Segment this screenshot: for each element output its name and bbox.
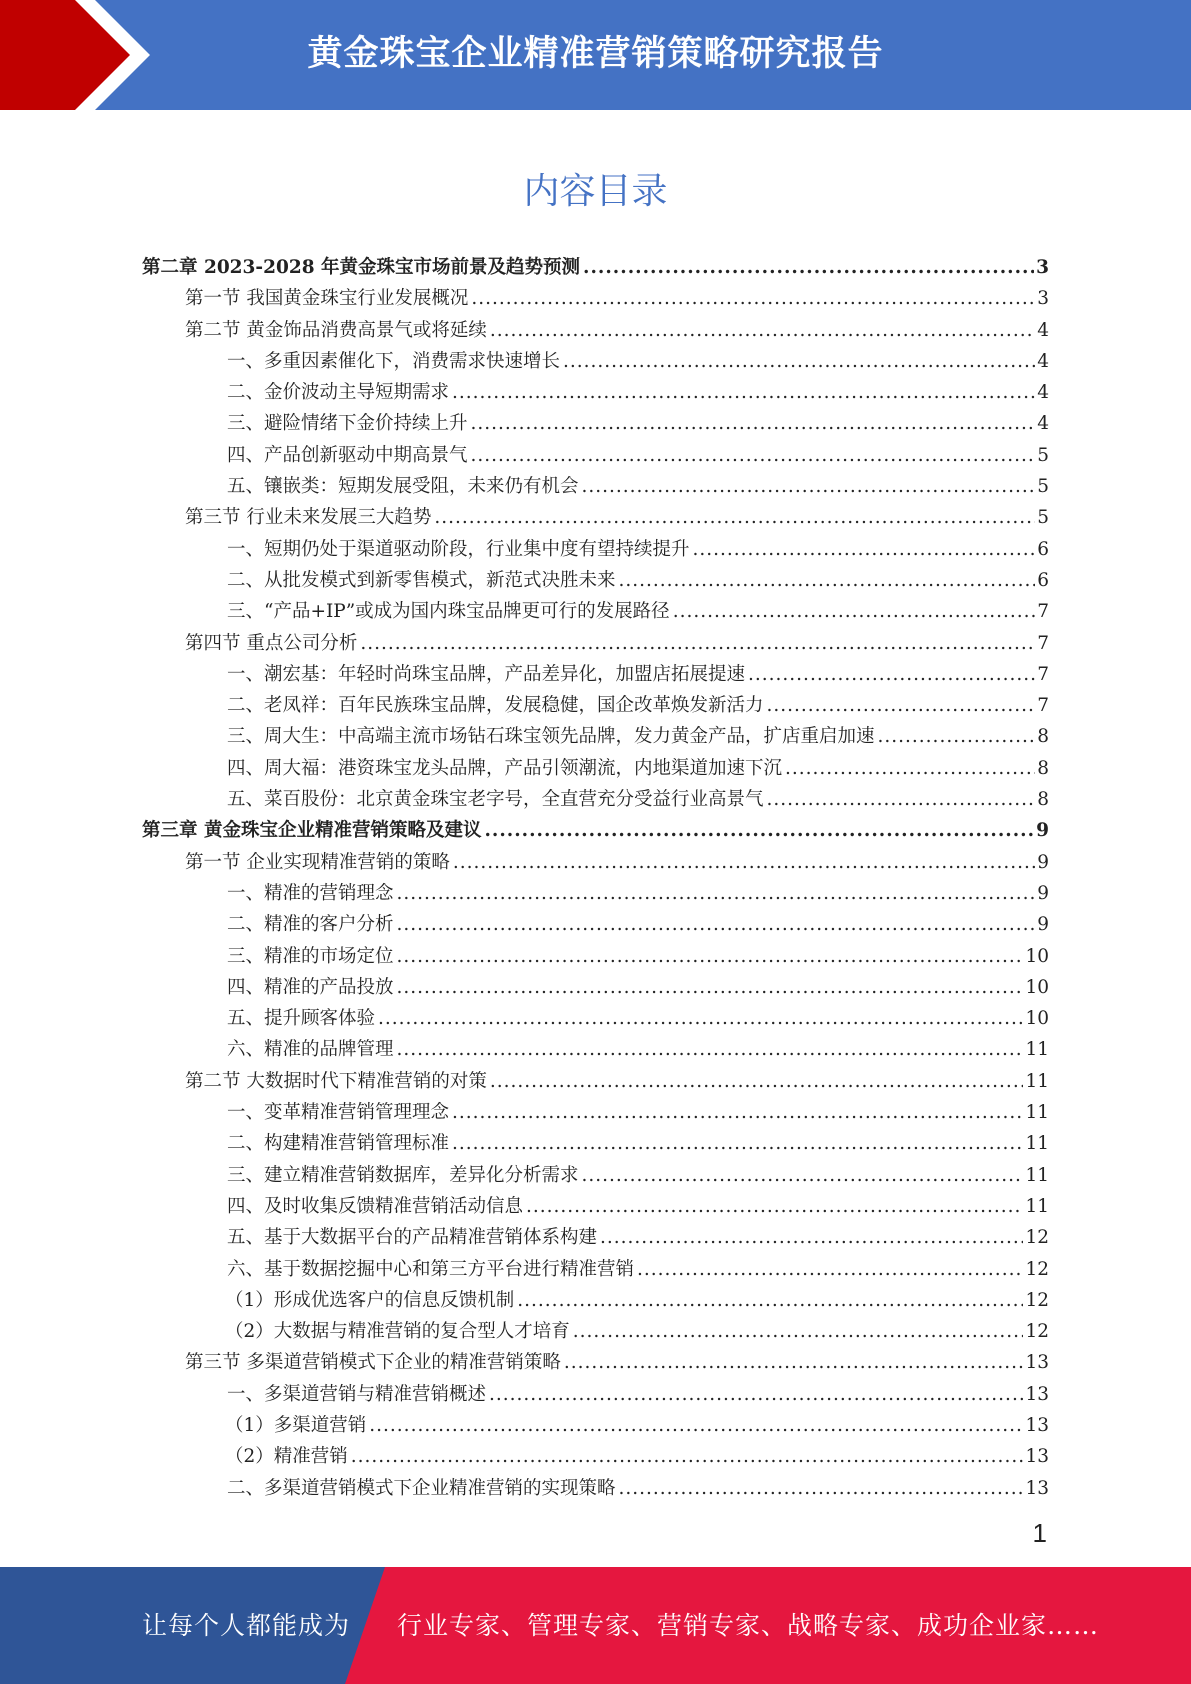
toc-entry-title: 一、多重因素催化下，消费需求快速增长 (227, 350, 561, 372)
toc-dot-leader (471, 445, 1036, 466)
toc-entry[interactable] (142, 1317, 1049, 1348)
toc-dot-leader (490, 1071, 1024, 1092)
toc-entry-page: 4 (1037, 319, 1049, 341)
toc-dot-leader (452, 382, 1035, 403)
toc-entry-title: 一、精准的营销理念 (227, 882, 394, 904)
toc-dot-leader (563, 351, 1035, 372)
toc-dot-leader (693, 539, 1036, 560)
toc-dot-leader (397, 1039, 1024, 1060)
page-number: 1 (1032, 1518, 1047, 1548)
toc-entry-title: 第三节 行业未来发展三大趋势 (185, 507, 432, 529)
toc-entry-page: 8 (1037, 757, 1049, 779)
toc-entry-title: 第三节 多渠道营销模式下企业的精准营销策略 (185, 1352, 561, 1374)
toc-dot-leader (471, 413, 1036, 434)
toc-entry-title: （1）形成优选客户的信息反馈机制 (225, 1289, 515, 1311)
toc-entry[interactable] (142, 1255, 1049, 1286)
toc-entry[interactable] (142, 1411, 1049, 1442)
toc-entry-page: 6 (1037, 569, 1049, 591)
toc-entry-title: 二、老凤祥：百年民族珠宝品牌，发展稳健，国企改革焕发新活力 (227, 695, 764, 717)
toc-entry-page: 5 (1037, 444, 1049, 466)
toc-entry[interactable] (142, 1098, 1049, 1129)
toc-entry-title: 五、基于大数据平台的产品精准营销体系构建 (227, 1227, 598, 1249)
toc-dot-leader (471, 288, 1035, 309)
toc-dot-leader (397, 946, 1024, 967)
toc-entry-page: 10 (1025, 976, 1049, 998)
toc-entry[interactable] (142, 503, 1049, 534)
toc-dot-leader (582, 1165, 1024, 1186)
toc-dot-leader (397, 883, 1036, 904)
toc-entry-page: 10 (1025, 1008, 1049, 1030)
toc-dot-leader (490, 320, 1035, 341)
toc-heading: 内容目录 (523, 171, 668, 212)
toc-dot-leader (517, 1290, 1023, 1311)
toc-entry-page: 7 (1037, 663, 1049, 685)
toc-dot-leader (748, 664, 1035, 685)
toc-entry-title: 四、产品创新驱动中期高景气 (227, 444, 468, 466)
table-of-contents (142, 253, 1049, 1505)
toc-dot-leader (573, 1321, 1024, 1342)
toc-dot-leader (564, 1352, 1024, 1373)
toc-entry-title: 二、多渠道营销模式下企业精准营销的实现策略 (227, 1477, 616, 1499)
toc-entry[interactable] (142, 660, 1049, 691)
toc-dot-leader (369, 1415, 1023, 1436)
toc-entry-page: 13 (1025, 1383, 1049, 1405)
toc-entry[interactable] (142, 1474, 1049, 1505)
toc-entry-title: 一、多渠道营销与精准营销概述 (227, 1383, 487, 1405)
toc-entry[interactable] (142, 1223, 1049, 1254)
toc-entry-page: 13 (1025, 1477, 1049, 1499)
toc-entry[interactable] (142, 785, 1049, 816)
toc-entry-title: （1）多渠道营销 (225, 1414, 367, 1436)
toc-dot-leader (397, 914, 1036, 935)
toc-entry[interactable] (142, 722, 1049, 753)
toc-dot-leader (600, 1227, 1023, 1248)
toc-entry[interactable] (142, 1004, 1049, 1035)
toc-entry-page: 13 (1025, 1446, 1049, 1468)
toc-entry-page: 8 (1037, 789, 1049, 811)
toc-entry-title: 三、避险情绪下金价持续上升 (227, 413, 468, 435)
toc-entry-page: 5 (1037, 507, 1049, 529)
toc-dot-leader (360, 633, 1035, 654)
toc-entry-page: 11 (1025, 1133, 1049, 1155)
toc-dot-leader (526, 1196, 1023, 1217)
toc-entry[interactable] (142, 1129, 1049, 1160)
toc-entry[interactable] (142, 1286, 1049, 1317)
toc-entry-title: 六、基于数据挖掘中心和第三方平台进行精准营销 (227, 1258, 635, 1280)
toc-entry-page: 11 (1025, 1039, 1049, 1061)
toc-entry-title: 四、周大福：港资珠宝龙头品牌，产品引领潮流，内地渠道加速下沉 (227, 757, 783, 779)
toc-entry[interactable] (142, 472, 1049, 503)
toc-entry-title: 五、提升顾客体验 (227, 1008, 376, 1030)
toc-entry[interactable] (142, 1380, 1049, 1411)
toc-entry-page: 13 (1025, 1352, 1049, 1374)
toc-entry-page: 4 (1037, 350, 1049, 372)
toc-entry[interactable] (142, 879, 1049, 910)
toc-entry-title: 一、短期仍处于渠道驱动阶段，行业集中度有望持续提升 (227, 538, 690, 560)
toc-entry-page: 11 (1025, 1195, 1049, 1217)
toc-entry-title: 第二节 大数据时代下精准营销的对策 (185, 1070, 487, 1092)
toc-entry[interactable] (142, 441, 1049, 472)
toc-dot-leader (767, 695, 1036, 716)
toc-dot-leader (637, 1259, 1023, 1280)
toc-entry-title: 三、“产品+IP”或成为国内珠宝品牌更可行的发展路径 (227, 601, 670, 623)
toc-entry-page: 9 (1036, 820, 1049, 842)
toc-entry[interactable] (142, 1035, 1049, 1066)
toc-dot-leader (434, 507, 1035, 528)
toc-entry-page: 7 (1037, 601, 1049, 623)
toc-entry[interactable] (142, 910, 1049, 941)
toc-entry[interactable] (142, 1067, 1049, 1098)
toc-entry[interactable] (142, 253, 1049, 284)
toc-dot-leader (785, 758, 1035, 779)
footer-banner (0, 1567, 1191, 1684)
toc-entry[interactable] (142, 1348, 1049, 1379)
toc-entry-page: 11 (1025, 1070, 1049, 1092)
toc-entry[interactable] (142, 1161, 1049, 1192)
toc-entry-title: 五、镶嵌类：短期发展受阻，未来仍有机会 (227, 476, 579, 498)
toc-entry-title: 一、潮宏基：年轻时尚珠宝品牌，产品差异化，加盟店拓展提速 (227, 663, 746, 685)
footer-slogan-left: 让每个人都能成为 (142, 1611, 351, 1640)
toc-dot-leader (351, 1446, 1024, 1467)
toc-entry-title: 二、金价波动主导短期需求 (227, 382, 450, 404)
toc-entry-title: 二、精准的客户分析 (227, 914, 394, 936)
toc-entry[interactable] (142, 848, 1049, 879)
toc-dot-leader (878, 726, 1036, 747)
toc-dot-leader (673, 601, 1036, 622)
toc-entry-title: 四、精准的产品投放 (227, 976, 394, 998)
toc-entry[interactable] (142, 629, 1049, 660)
toc-entry-title: （2）精准营销 (225, 1446, 348, 1468)
toc-dot-leader (767, 789, 1036, 810)
toc-entry[interactable] (142, 566, 1049, 597)
toc-entry-title: 二、构建精准营销管理标准 (227, 1133, 450, 1155)
toc-dot-leader (452, 1102, 1023, 1123)
toc-entry-page: 4 (1037, 413, 1049, 435)
toc-entry-page: 9 (1037, 882, 1049, 904)
toc-entry-page: 9 (1037, 914, 1049, 936)
toc-dot-leader (453, 852, 1035, 873)
toc-entry-page: 12 (1025, 1321, 1049, 1343)
toc-entry-page: 6 (1037, 538, 1049, 560)
toc-entry-title: 三、建立精准营销数据库，差异化分析需求 (227, 1164, 579, 1186)
toc-entry-title: 第三章 黄金珠宝企业精准营销策略及建议 (142, 820, 482, 842)
toc-entry[interactable] (142, 1192, 1049, 1223)
toc-entry[interactable] (142, 691, 1049, 722)
toc-entry-page: 10 (1025, 945, 1049, 967)
toc-dot-leader (397, 977, 1024, 998)
toc-entry[interactable] (142, 284, 1049, 315)
toc-entry[interactable] (142, 597, 1049, 628)
toc-entry-title: 五、菜百股份：北京黄金珠宝老字号，全直营充分受益行业高景气 (227, 789, 764, 811)
toc-entry[interactable] (142, 378, 1049, 409)
toc-entry-title: 二、从批发模式到新零售模式，新范式决胜未来 (227, 569, 616, 591)
toc-entry-page: 12 (1025, 1258, 1049, 1280)
toc-entry-page: 11 (1025, 1164, 1049, 1186)
toc-dot-leader (378, 1008, 1023, 1029)
toc-entry-title: 一、变革精准营销管理理念 (227, 1102, 450, 1124)
toc-entry-page: 13 (1025, 1414, 1049, 1436)
toc-entry-page: 12 (1025, 1289, 1049, 1311)
toc-entry-page: 8 (1037, 726, 1049, 748)
toc-entry-title: 第一节 企业实现精准营销的策略 (185, 851, 450, 873)
toc-entry-title: 六、精准的品牌管理 (227, 1039, 394, 1061)
toc-entry[interactable] (142, 535, 1049, 566)
toc-entry[interactable] (142, 973, 1049, 1004)
header-banner (0, 0, 1191, 110)
toc-entry[interactable] (142, 754, 1049, 785)
toc-entry[interactable] (142, 942, 1049, 973)
toc-dot-leader (583, 257, 1034, 278)
toc-entry-title: 第一节 我国黄金珠宝行业发展概况 (185, 288, 469, 310)
toc-dot-leader (619, 1478, 1024, 1499)
toc-entry-title: 四、及时收集反馈精准营销活动信息 (227, 1195, 524, 1217)
toc-entry-page: 3 (1037, 288, 1049, 310)
toc-entry-page: 7 (1037, 632, 1049, 654)
toc-entry-title: 三、精准的市场定位 (227, 945, 394, 967)
toc-entry[interactable] (142, 1442, 1049, 1473)
footer-slogan-right: 行业专家、管理专家、营销专家、战略专家、成功企业家…… (397, 1611, 1100, 1640)
toc-entry-title: 第四节 重点公司分析 (185, 632, 358, 654)
toc-entry-page: 9 (1037, 851, 1049, 873)
toc-entry[interactable] (142, 409, 1049, 440)
toc-dot-leader (452, 1133, 1023, 1154)
toc-entry-title: （2）大数据与精准营销的复合型人才培育 (225, 1321, 570, 1343)
toc-entry-title: 第二节 黄金饰品消费高景气或将延续 (185, 319, 487, 341)
toc-dot-leader (489, 1384, 1023, 1405)
toc-entry[interactable] (142, 347, 1049, 378)
toc-entry-page: 4 (1037, 382, 1049, 404)
toc-entry-title: 三、周大生：中高端主流市场钻石珠宝领先品牌，发力黄金产品，扩店重启加速 (227, 726, 875, 748)
toc-entry-page: 5 (1037, 476, 1049, 498)
toc-dot-leader (582, 476, 1036, 497)
toc-entry-page: 11 (1025, 1102, 1049, 1124)
toc-dot-leader (619, 570, 1036, 591)
toc-entry-page: 3 (1036, 257, 1049, 278)
toc-dot-leader (484, 820, 1034, 841)
toc-entry-page: 7 (1037, 695, 1049, 717)
toc-entry-title: 第二章 2023-2028 年黄金珠宝市场前景及趋势预测 (142, 257, 581, 278)
toc-entry[interactable] (142, 816, 1049, 847)
toc-entry[interactable] (142, 316, 1049, 347)
report-title: 黄金珠宝企业精准营销策略研究报告 (307, 34, 884, 74)
toc-entry-page: 12 (1025, 1227, 1049, 1249)
